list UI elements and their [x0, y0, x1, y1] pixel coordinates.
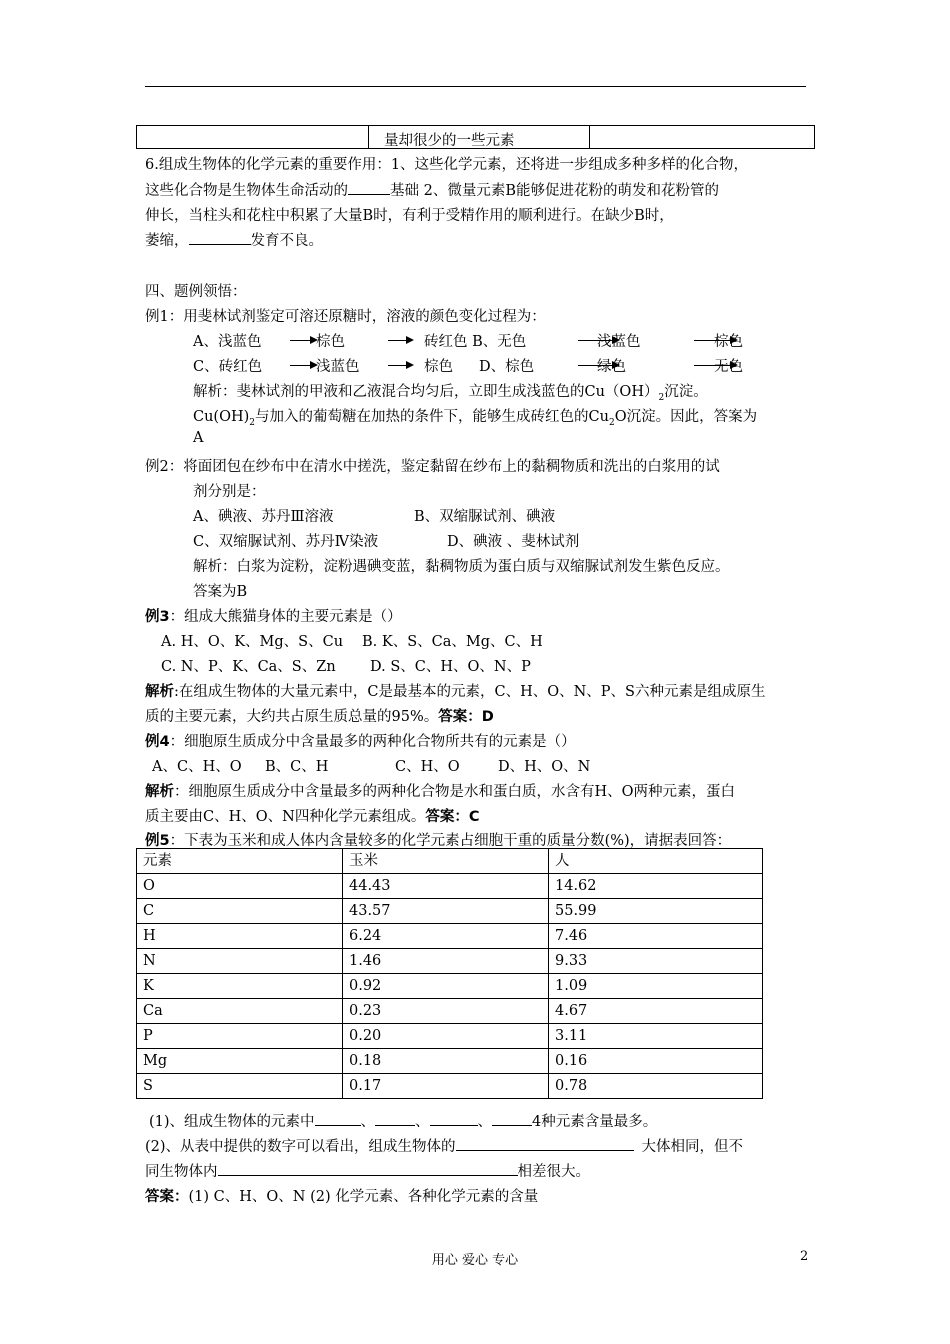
ex4-option-b: B、C、H	[265, 759, 329, 775]
section6-line4: 萎缩， 发育不良。	[145, 233, 323, 249]
ex5-q3: 同生物体内 相差很大。	[145, 1164, 590, 1180]
table-cell: O	[137, 874, 343, 899]
continuation-table	[136, 125, 815, 149]
table-cell: N	[137, 949, 343, 974]
ex2-option-b: B、双缩脲试剂、碘液	[414, 509, 556, 525]
arrow-icon	[388, 340, 412, 341]
ex5-question: 例5：下表为玉米和成人体内含量较多的化学元素占细胞干重的质量分数(%)，请据表回答：	[145, 833, 732, 849]
arrow-icon	[388, 365, 412, 366]
ex2-analysis-1: 解析：白浆为淀粉，淀粉遇碘变蓝，黏稠物质为蛋白质与双缩脲试剂发生紫色反应。	[193, 559, 730, 575]
table-cell: 3.11	[549, 1024, 763, 1049]
table-cell: 0.16	[549, 1049, 763, 1074]
table-cell: Ca	[137, 999, 343, 1024]
table-row	[137, 974, 763, 999]
footer-text: 用心 爱心 专心	[431, 1253, 519, 1268]
ex2-option-a: A、碘液、苏丹Ⅲ溶液	[193, 509, 334, 525]
table-cell: 9.33	[549, 949, 763, 974]
ex2-question-1: 例2：将面团包在纱布中在清水中搓洗，鉴定黏留在纱布上的黏稠物质和洗出的白浆用的试	[145, 459, 720, 475]
table-row	[137, 999, 763, 1024]
table-cell: 6.24	[343, 924, 549, 949]
table-cell: K	[137, 974, 343, 999]
table-cell: C	[137, 899, 343, 924]
ex5-q2: (2)、从表中提供的数字可以看出，组成生物体的 大体相同，但不	[145, 1139, 744, 1155]
table-header: 人	[549, 849, 763, 874]
ex1-option-c: C、砖红色	[193, 359, 263, 375]
section6-line3: 伸长，当柱头和花柱中积累了大量B时，有利于受精作用的顺利进行。在缺少B时，	[145, 208, 674, 224]
ex4-option-a: A、C、H、O	[152, 759, 242, 775]
ex3-analysis-1: 解析:在组成生物体的大量元素中，C是最基本的元素，C、H、O、N、P、S六种元素是组成原生	[145, 684, 766, 700]
element-table	[136, 848, 763, 1099]
table-row	[137, 924, 763, 949]
ex4-analysis-2: 质主要由C、H、O、N四种化学元素组成。答案：C	[145, 809, 480, 825]
table-row	[137, 1074, 763, 1099]
table-cell: P	[137, 1024, 343, 1049]
table-cell-text: 量却很少的一些元素	[384, 133, 515, 149]
arrow-icon	[290, 365, 316, 366]
table-divider	[368, 126, 369, 148]
table-header: 玉米	[343, 849, 549, 874]
table-cell: 43.57	[343, 899, 549, 924]
table-cell: S	[137, 1074, 343, 1099]
ex4-option-d: D、H、O、N	[498, 759, 591, 775]
ex1-analysis-3: A	[193, 430, 204, 446]
table-cell: 0.92	[343, 974, 549, 999]
table-header: 元素	[137, 849, 343, 874]
table-divider	[589, 126, 590, 148]
table-header-row	[137, 849, 763, 874]
ex5-q1: (1)、组成生物体的元素中 、 、 、 4种元素含量最多。	[149, 1114, 658, 1130]
ex1-option-b-text: 棕色	[714, 334, 743, 350]
table-row	[137, 874, 763, 899]
table-cell: H	[137, 924, 343, 949]
table-cell: 1.09	[549, 974, 763, 999]
ex4-option-c: C、H、O	[395, 759, 460, 775]
table-cell: Mg	[137, 1049, 343, 1074]
section4-title: 四、题例领悟：	[145, 284, 247, 300]
ex1-option-c-text: 棕色	[424, 359, 453, 375]
ex1-option-d: D、棕色	[479, 359, 535, 375]
ex4-question: 例4：细胞原生质成分中含量最多的两种化合物所共有的元素是（）	[145, 734, 576, 750]
table-cell: 55.99	[549, 899, 763, 924]
table-cell: 0.18	[343, 1049, 549, 1074]
table-row	[137, 949, 763, 974]
ex4-analysis-1: 解析：细胞原生质成分中含量最多的两种化合物是水和蛋白质，水含有H、O两种元素，蛋白	[145, 784, 736, 800]
ex1-analysis-1: 解析：斐林试剂的甲液和乙液混合均匀后，立即生成浅蓝色的$Cu(OH)_2$沉淀。	[193, 384, 708, 403]
table-cell: 0.20	[343, 1024, 549, 1049]
ex1-option-d-text: 绿色	[597, 359, 626, 375]
section6-line2: 这些化合物是生物体生命活动的 基础 2、微量元素B能够促进花粉的萌发和花粉管的	[145, 183, 719, 199]
ex2-option-c: C、双缩脲试剂、苏丹Ⅳ染液	[193, 534, 379, 550]
ex2-analysis-2: 答案为B	[193, 584, 248, 600]
table-row	[137, 1024, 763, 1049]
table-cell: 7.46	[549, 924, 763, 949]
ex1-option-a-text: 砖红色 B、无色	[424, 334, 527, 350]
table-row	[137, 899, 763, 924]
ex1-option-a: A、浅蓝色	[193, 334, 262, 350]
ex2-question-2: 剂分别是：	[193, 484, 266, 500]
ex3-analysis-2: 质的主要元素，大约共占原生质总量的95%。答案：D	[145, 709, 494, 725]
ex3-question: 例3：组成大熊猫身体的主要元素是（）	[145, 609, 402, 625]
table-row	[137, 1049, 763, 1074]
table-cell: 0.17	[343, 1074, 549, 1099]
ex1-analysis-2: $Cu(OH)_2$与加入的葡萄糖在加热的条件下，能够生成砖红色的$Cu_2O$沉淀。因此，答案为	[193, 409, 758, 428]
ex5-answer: 答案：(1) C、H、O、N (2) 化学元素、各种化学元素的含量	[145, 1189, 539, 1205]
ex3-option-b: B. K、S、Ca、Mg、C、H	[362, 634, 543, 650]
ex1-option-d-text: 无色	[714, 359, 743, 375]
ex1-question: 例1：用斐林试剂鉴定可溶还原糖时，溶液的颜色变化过程为：	[145, 309, 546, 325]
table-cell: 0.23	[343, 999, 549, 1024]
arrow-icon	[290, 340, 316, 341]
ex1-option-a-text: 棕色	[316, 334, 345, 350]
ex2-option-d: D、碘液 、斐林试剂	[447, 534, 580, 550]
table-cell: 14.62	[549, 874, 763, 899]
ex3-option-a: A. H、O、K、Mg、S、Cu	[161, 634, 344, 650]
page-number: 2	[800, 1249, 809, 1264]
table-cell: 4.67	[549, 999, 763, 1024]
ex1-option-b-text: 浅蓝色	[597, 334, 641, 350]
section6-line1: 6.组成生物体的化学元素的重要作用：1、这些化学元素，还将进一步组成多种多样的化合物，	[145, 157, 749, 173]
table-cell: 0.78	[549, 1074, 763, 1099]
ex3-option-d: D. S、C、H、O、N、P	[370, 659, 531, 675]
ex1-option-c-text: 浅蓝色	[316, 359, 360, 375]
header-rule	[145, 86, 806, 87]
table-cell: 1.46	[343, 949, 549, 974]
ex3-option-c: C. N、P、K、Ca、S、Zn	[161, 659, 336, 675]
table-cell: 44.43	[343, 874, 549, 899]
